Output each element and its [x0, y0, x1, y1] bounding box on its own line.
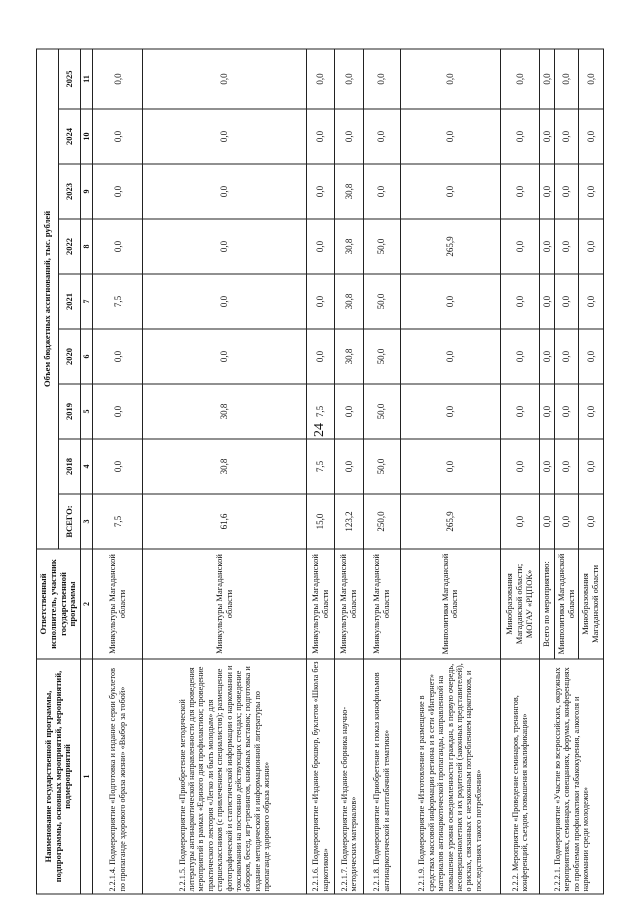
value-cell: 0,0 [579, 164, 604, 219]
value-cell: 0,0 [501, 439, 540, 494]
value-cell: 0,0 [306, 219, 334, 274]
budget-table [36, 48, 604, 894]
value-cell: 265,9 [400, 494, 500, 549]
value-cell: 0,0 [306, 329, 334, 384]
value-cell: 50,0 [363, 329, 400, 384]
header-year: 2024 [59, 109, 81, 164]
value-cell: 0,0 [579, 494, 604, 549]
column-index: 1 [81, 659, 93, 894]
column-index: 5 [81, 384, 93, 439]
table-row [501, 49, 540, 894]
row-responsible: Минкультуры Магаданской области [143, 549, 307, 659]
value-cell: 250,0 [363, 494, 400, 549]
header-total: ВСЕГО: [59, 494, 81, 549]
value-cell: 50,0 [363, 439, 400, 494]
column-index: 10 [81, 109, 93, 164]
value-cell: 0,0 [540, 164, 555, 219]
value-cell: 0,0 [554, 384, 579, 439]
value-cell: 0,0 [93, 109, 143, 164]
rotated-table-wrapper [36, 50, 604, 895]
header-budget: Объем бюджетных ассигнований, тыс. рублей [37, 49, 59, 549]
value-cell: 0,0 [540, 49, 555, 109]
value-cell: 0,0 [400, 329, 500, 384]
header-year: 2021 [59, 274, 81, 329]
value-cell: 0,0 [579, 329, 604, 384]
row-responsible: Всего по мероприятию: [540, 549, 555, 659]
value-cell: 30,8 [143, 439, 307, 494]
table-row [306, 49, 334, 894]
value-cell: 0,0 [540, 329, 555, 384]
value-cell: 7,5 [306, 384, 334, 439]
value-cell: 15,0 [306, 494, 334, 549]
value-cell: 0,0 [400, 164, 500, 219]
row-responsible: Минполитики Магаданской области [400, 549, 500, 659]
value-cell: 0,0 [540, 109, 555, 164]
row-responsible: Минобразования Магаданской области [579, 549, 604, 659]
value-cell: 0,0 [501, 274, 540, 329]
value-cell: 0,0 [306, 109, 334, 164]
value-cell: 50,0 [363, 274, 400, 329]
value-cell: 0,0 [306, 164, 334, 219]
table-row [363, 49, 400, 894]
value-cell: 0,0 [143, 109, 307, 164]
header-year: 2025 [59, 49, 81, 109]
row-responsible: Минобразования Магаданской области; МОГАУ «РЦПОК» [501, 549, 540, 659]
value-cell: 0,0 [143, 274, 307, 329]
value-cell: 0,0 [554, 274, 579, 329]
value-cell: 0,0 [540, 384, 555, 439]
row-name: 2.2.1.4. Подмероприятие «Подготовка и издание серии буклетов по пропаганде здорового образа жизни» «Выбор за тобой» [93, 659, 143, 894]
header-year: 2020 [59, 329, 81, 384]
row-name: 2.2.1.6. Подмероприятие «Издание брошюр, буклетов «Школа без наркотиков» [306, 659, 334, 894]
row-name: 2.2.1.7. Подмероприятие «Издание сборника научно-методических материалов» [335, 659, 363, 894]
value-cell: 123,2 [335, 494, 363, 549]
table-row [400, 49, 500, 894]
value-cell: 0,0 [93, 384, 143, 439]
value-cell: 61,6 [143, 494, 307, 549]
value-cell: 0,0 [554, 109, 579, 164]
value-cell: 0,0 [400, 109, 500, 164]
value-cell: 0,0 [501, 49, 540, 109]
value-cell: 30,8 [335, 274, 363, 329]
value-cell: 7,5 [93, 494, 143, 549]
value-cell: 30,8 [335, 219, 363, 274]
value-cell: 0,0 [540, 439, 555, 494]
header-year: 2022 [59, 219, 81, 274]
value-cell: 0,0 [143, 219, 307, 274]
table-row [335, 49, 363, 894]
row-name: 2.2.1.5. Подмероприятие «Приобретение методической литературы антинаркотической направленности для проведения мероприятий в рамках «Единого дня профилактики; проведение практического лектория «Легко ли быть молодым» для старшеклассников (с привлечением специалистов); размещение фотографической и статистической информации о наркомании и токсикомании на постоянно действующих стендах; проведение обзоров, бесед, игр-тренингов, книжных выставок; подготовка и издание методической и информационной литературы по пропаганде здорового образа жизни» [143, 659, 307, 894]
value-cell: 7,5 [306, 439, 334, 494]
column-index: 7 [81, 274, 93, 329]
column-index: 6 [81, 329, 93, 384]
value-cell: 0,0 [501, 384, 540, 439]
value-cell: 0,0 [400, 384, 500, 439]
value-cell: 0,0 [501, 164, 540, 219]
row-name: 2.2.1.8. Подмероприятие «Приобретение и показ кинофильмов антинаркотической и антитабачной тематики» [363, 659, 400, 894]
header-name: Наименование государственной программы, подпрограммы, основных мероприятий, мероприятий, подмероприятий [37, 659, 81, 894]
value-cell: 0,0 [93, 329, 143, 384]
value-cell: 30,8 [335, 329, 363, 384]
value-cell: 0,0 [400, 439, 500, 494]
value-cell: 0,0 [306, 274, 334, 329]
table-row [540, 49, 555, 894]
value-cell: 0,0 [143, 164, 307, 219]
value-cell: 0,0 [501, 109, 540, 164]
column-index: 11 [81, 49, 93, 109]
value-cell: 0,0 [143, 49, 307, 109]
value-cell: 0,0 [335, 439, 363, 494]
row-name: 2.2.2. Мероприятие «Проведение семинаров, тренингов, конференций, съездов, повышения квалификации» [501, 659, 540, 894]
value-cell: 50,0 [363, 219, 400, 274]
header-year: 2019 [59, 384, 81, 439]
value-cell: 0,0 [306, 49, 334, 109]
value-cell: 0,0 [363, 164, 400, 219]
row-responsible: Минкультуры Магаданской области [335, 549, 363, 659]
row-responsible: Минкультуры Магаданской области [93, 549, 143, 659]
column-index: 9 [81, 164, 93, 219]
table-row [93, 49, 143, 894]
value-cell: 0,0 [554, 49, 579, 109]
value-cell: 265,9 [400, 219, 500, 274]
value-cell: 0,0 [501, 494, 540, 549]
value-cell: 0,0 [579, 384, 604, 439]
value-cell: 30,8 [143, 384, 307, 439]
value-cell: 0,0 [540, 219, 555, 274]
header-responsible: Ответственный исполнитель, участник государственной программы [37, 549, 81, 659]
value-cell: 0,0 [579, 274, 604, 329]
value-cell: 0,0 [93, 439, 143, 494]
value-cell: 0,0 [363, 109, 400, 164]
value-cell: 0,0 [579, 439, 604, 494]
row-name: 2.2.2.1. Подмероприятие «Участие во всероссийских, окружных мероприятиях, семинарах, совещаниях, форумах, конференциях по проблемам профилактики табакокурения, алкоголя и наркомании среди молодежи» [540, 659, 604, 894]
row-responsible: Минкультуры Магаданской области [363, 549, 400, 659]
header-year: 2023 [59, 164, 81, 219]
value-cell: 30,8 [335, 164, 363, 219]
value-cell: 0,0 [93, 164, 143, 219]
value-cell: 0,0 [554, 494, 579, 549]
column-index: 8 [81, 219, 93, 274]
value-cell: 0,0 [554, 329, 579, 384]
column-index: 3 [81, 494, 93, 549]
value-cell: 0,0 [335, 384, 363, 439]
row-name: 2.2.1.9. Подмероприятие «Изготовление и размещение в средствах массовой информации региона и в сети «Интернет» материалов антинаркотической пропаганды, направленной на повышение уровня осведомленности граждан, в первую очередь, несовершеннолетних и их родителей (законных представителей), о рисках, связанных с незаконным потреблением наркотиков, и последствиях такого потребления» [400, 659, 500, 894]
header-year: 2018 [59, 439, 81, 494]
value-cell: 0,0 [335, 109, 363, 164]
value-cell: 7,5 [93, 274, 143, 329]
page-number: 24 [312, 423, 327, 437]
value-cell: 0,0 [335, 49, 363, 109]
value-cell: 0,0 [579, 109, 604, 164]
value-cell: 0,0 [579, 49, 604, 109]
row-responsible: Минкультуры Магаданской области [306, 549, 334, 659]
value-cell: 0,0 [554, 219, 579, 274]
value-cell: 0,0 [143, 329, 307, 384]
value-cell: 0,0 [554, 439, 579, 494]
value-cell: 0,0 [554, 164, 579, 219]
row-responsible: Минполитики Магаданской области [554, 549, 579, 659]
value-cell: 0,0 [363, 49, 400, 109]
column-index: 4 [81, 439, 93, 494]
value-cell: 0,0 [93, 49, 143, 109]
value-cell: 0,0 [400, 49, 500, 109]
value-cell: 0,0 [501, 219, 540, 274]
value-cell: 0,0 [540, 274, 555, 329]
value-cell: 0,0 [540, 494, 555, 549]
value-cell: 50,0 [363, 384, 400, 439]
table-row [143, 49, 307, 894]
value-cell: 0,0 [400, 274, 500, 329]
column-index: 2 [81, 549, 93, 659]
value-cell: 0,0 [501, 329, 540, 384]
value-cell: 0,0 [93, 219, 143, 274]
value-cell: 0,0 [579, 219, 604, 274]
